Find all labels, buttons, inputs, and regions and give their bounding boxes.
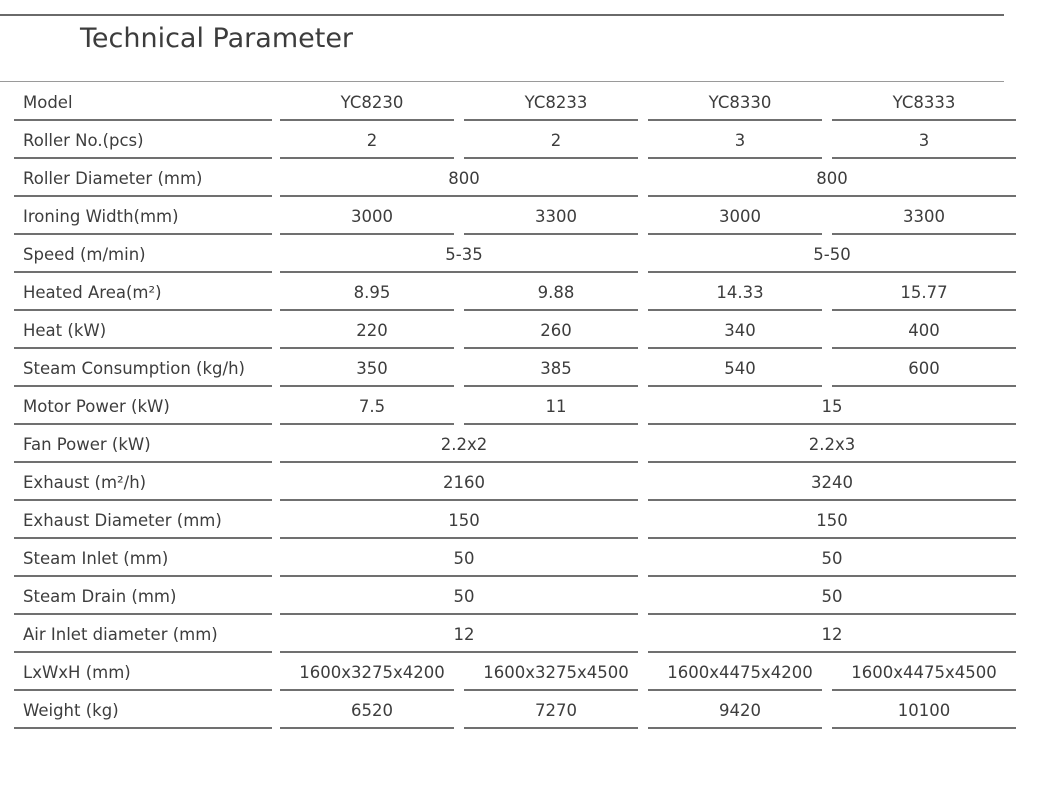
table-row (14, 349, 1016, 387)
row-value: 6520 (280, 691, 464, 729)
row-label: Fan Power (kW) (14, 425, 272, 463)
spec-table-body (14, 83, 1016, 729)
table-row (14, 615, 1016, 653)
row-value: 9.88 (464, 273, 648, 311)
row-gap (272, 501, 280, 539)
row-value: 15 (648, 387, 1016, 425)
row-gap (272, 577, 280, 615)
row-value: 220 (280, 311, 464, 349)
row-gap (272, 539, 280, 577)
row-value: 150 (648, 501, 1016, 539)
row-value: 50 (648, 577, 1016, 615)
row-value: 800 (648, 159, 1016, 197)
row-gap (272, 425, 280, 463)
row-value: 2 (280, 121, 464, 159)
table-row (14, 463, 1016, 501)
row-value: 50 (280, 539, 648, 577)
row-value: 1600x3275x4500 (464, 653, 648, 691)
row-value: 3240 (648, 463, 1016, 501)
row-label: Heated Area(m²) (14, 273, 272, 311)
row-value: 11 (464, 387, 648, 425)
row-label: Exhaust (m²/h) (14, 463, 272, 501)
top-rule (0, 14, 1004, 16)
row-label: Ironing Width(mm) (14, 197, 272, 235)
table-row (14, 577, 1016, 615)
row-value: YC8233 (464, 83, 648, 121)
row-value: 2.2x2 (280, 425, 648, 463)
row-label: Motor Power (kW) (14, 387, 272, 425)
row-value: YC8230 (280, 83, 464, 121)
row-label: Steam Inlet (mm) (14, 539, 272, 577)
table-row (14, 235, 1016, 273)
row-label: Weight (kg) (14, 691, 272, 729)
row-value: 385 (464, 349, 648, 387)
row-label: Roller No.(pcs) (14, 121, 272, 159)
row-value: YC8330 (648, 83, 832, 121)
row-label: Air Inlet diameter (mm) (14, 615, 272, 653)
row-value: 7270 (464, 691, 648, 729)
row-gap (272, 463, 280, 501)
table-row (14, 83, 1016, 121)
row-label: Steam Consumption (kg/h) (14, 349, 272, 387)
row-value: 150 (280, 501, 648, 539)
row-value: 12 (280, 615, 648, 653)
row-gap (272, 159, 280, 197)
table-row (14, 197, 1016, 235)
table-row (14, 425, 1016, 463)
row-value: 3000 (648, 197, 832, 235)
row-value: 2.2x3 (648, 425, 1016, 463)
row-label: Roller Diameter (mm) (14, 159, 272, 197)
row-value: 8.95 (280, 273, 464, 311)
row-value: 10100 (832, 691, 1016, 729)
row-value: 3 (832, 121, 1016, 159)
row-label: Heat (kW) (14, 311, 272, 349)
table-row (14, 501, 1016, 539)
row-value: 15.77 (832, 273, 1016, 311)
row-label: Exhaust Diameter (mm) (14, 501, 272, 539)
row-gap (272, 121, 280, 159)
row-value: 1600x3275x4200 (280, 653, 464, 691)
row-value: 50 (648, 539, 1016, 577)
table-row (14, 159, 1016, 197)
row-value: 350 (280, 349, 464, 387)
row-gap (272, 197, 280, 235)
row-label: Steam Drain (mm) (14, 577, 272, 615)
row-gap (272, 691, 280, 729)
row-value: 9420 (648, 691, 832, 729)
row-value: 14.33 (648, 273, 832, 311)
row-value: 12 (648, 615, 1016, 653)
row-value: 2160 (280, 463, 648, 501)
row-value: 260 (464, 311, 648, 349)
table-row (14, 539, 1016, 577)
row-gap (272, 83, 280, 121)
row-value: 1600x4475x4500 (832, 653, 1016, 691)
row-value: 7.5 (280, 387, 464, 425)
table-row (14, 691, 1016, 729)
table-row (14, 387, 1016, 425)
row-value: 800 (280, 159, 648, 197)
row-value: 540 (648, 349, 832, 387)
row-value: 600 (832, 349, 1016, 387)
row-value: 3300 (832, 197, 1016, 235)
table-row (14, 653, 1016, 691)
row-label: LxWxH (mm) (14, 653, 272, 691)
table-row (14, 311, 1016, 349)
row-value: 5-50 (648, 235, 1016, 273)
row-value: 5-35 (280, 235, 648, 273)
table-row (14, 121, 1016, 159)
row-label: Speed (m/min) (14, 235, 272, 273)
row-value: 3 (648, 121, 832, 159)
row-value: 1600x4475x4200 (648, 653, 832, 691)
row-value: 3300 (464, 197, 648, 235)
row-value: 2 (464, 121, 648, 159)
row-gap (272, 235, 280, 273)
row-value: 340 (648, 311, 832, 349)
row-value: 3000 (280, 197, 464, 235)
title-rule (0, 81, 1004, 82)
row-gap (272, 311, 280, 349)
row-value: 50 (280, 577, 648, 615)
table-row (14, 273, 1016, 311)
spec-table (14, 83, 1016, 729)
row-gap (272, 387, 280, 425)
row-value: 400 (832, 311, 1016, 349)
row-label: Model (14, 83, 272, 121)
row-gap (272, 653, 280, 691)
row-gap (272, 615, 280, 653)
row-value: YC8333 (832, 83, 1016, 121)
row-gap (272, 273, 280, 311)
page-title: Technical Parameter (80, 23, 354, 54)
row-gap (272, 349, 280, 387)
